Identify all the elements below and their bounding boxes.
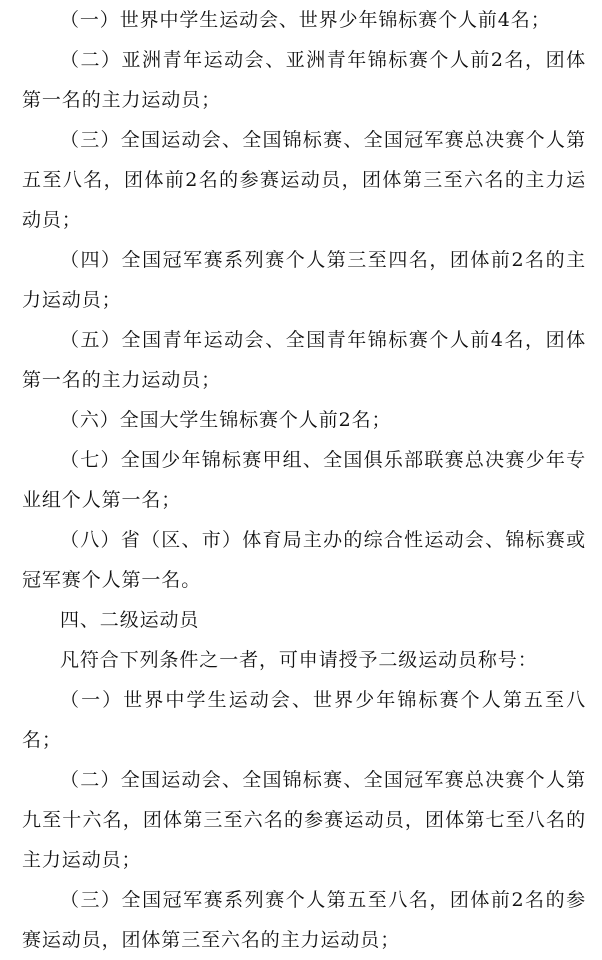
paragraph-8: （八）省（区、市）体育局主办的综合性运动会、锦标赛或冠军赛个人第一名。 (22, 529, 586, 591)
section-intro: 凡符合下列条件之一者，可申请授予二级运动员称号： (60, 649, 538, 671)
paragraph-1: （一）世界中学生运动会、世界少年锦标赛个人前4名； (60, 9, 551, 31)
paragraph-2: （二）亚洲青年运动会、亚洲青年锦标赛个人前2名，团体第一名的主力运动员； (22, 49, 586, 111)
paragraph-4: （四）全国冠军赛系列赛个人第三至四名，团体前2名的主力运动员； (22, 249, 586, 311)
paragraph-11: （一）世界中学生运动会、世界少年锦标赛个人第五至八名； (22, 689, 586, 751)
paragraph-3: （三）全国运动会、全国锦标赛、全国冠军赛总决赛个人第五至八名，团体前2名的参赛运动员，团体第三至六名的主力运动员； (22, 129, 586, 231)
section-heading: 四、二级运动员 (60, 609, 200, 631)
paragraph-5: （五）全国青年运动会、全国青年锦标赛个人前4名，团体第一名的主力运动员； (22, 329, 586, 391)
paragraph-13: （三）全国冠军赛系列赛个人第五至八名，团体前2名的参赛运动员，团体第三至六名的主力运动员； (22, 889, 586, 951)
paragraph-12: （二）全国运动会、全国锦标赛、全国冠军赛总决赛个人第九至十六名，团体第三至六名的参赛运动员，团体第七至八名的主力运动员； (22, 769, 586, 871)
paragraph-6: （六）全国大学生锦标赛个人前2名； (60, 409, 392, 431)
paragraph-7: （七）全国少年锦标赛甲组、全国俱乐部联赛总决赛少年专业组个人第一名； (22, 449, 586, 511)
document-body (22, 0, 586, 960)
